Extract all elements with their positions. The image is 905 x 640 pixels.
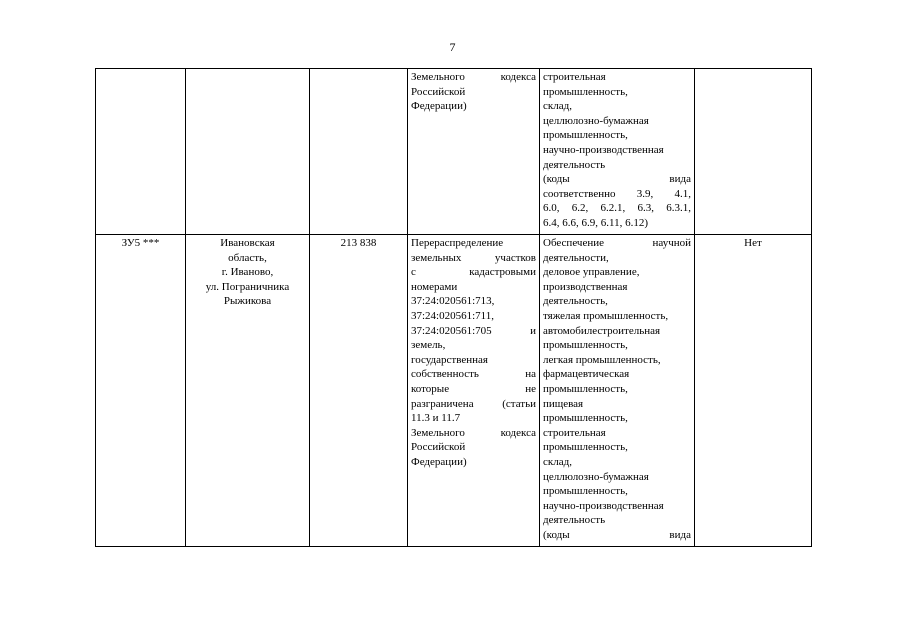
cell-text-line: г. Иваново,	[221, 266, 274, 279]
cell-text-line: Федерации)	[411, 455, 467, 468]
cell-text-line: целлюлозно-бумажная	[543, 114, 649, 127]
cell-text-line: соответственно 3.9, 4.1,	[543, 187, 691, 200]
cell-text-line: тяжелая промышленность,	[543, 309, 669, 322]
plot-id-cell	[96, 69, 186, 235]
cell-text-line: промышленность,	[543, 412, 628, 425]
cell-text-line: 37:24:020561:711,	[411, 309, 495, 322]
cell-text-line: промышленность,	[543, 382, 628, 395]
cell-text-line: легкая промышленность,	[543, 353, 661, 366]
cell-text-line: промышленность,	[543, 85, 628, 98]
cell-text-line: склад,	[543, 100, 572, 113]
cell-text-line: с кадастровыми	[411, 266, 536, 279]
cell-text-line: деятельность	[543, 158, 606, 171]
land-plots-table	[95, 68, 812, 547]
cell-text-line: промышленность,	[543, 339, 628, 352]
cell-text-line: 6.0, 6.2, 6.2.1, 6.3, 6.3.1,	[543, 202, 691, 215]
cell-text-line: разграничена (статьи	[411, 397, 536, 410]
cell-text-line: целлюлозно-бумажная	[543, 470, 649, 483]
cell-text-line: строительная	[543, 71, 606, 83]
cell-text-line: деловое управление,	[543, 266, 640, 279]
note-cell: Нет	[695, 235, 812, 547]
cell-text-line: производственная	[543, 280, 628, 293]
cell-text-line: научно-производственная	[543, 143, 664, 156]
cell-text-line: строительная	[543, 426, 606, 439]
permitted-use-cell	[540, 235, 695, 547]
cell-text-line: промышленность,	[543, 441, 628, 454]
permitted-use-cell	[540, 69, 695, 235]
cell-text-line: (коды вида	[543, 528, 691, 541]
cell-text-line: деятельности,	[543, 251, 609, 264]
cell-text-line: деятельность	[543, 514, 606, 527]
cell-text-line: промышленность,	[543, 129, 628, 142]
table-row	[96, 235, 812, 547]
cell-text-line: 6.4, 6.6, 6.9, 6.11, 6.12)	[543, 216, 649, 229]
cell-text-line: фармацевтическая	[543, 368, 630, 381]
cell-text-line: (коды вида	[543, 173, 691, 186]
formation-method-cell	[408, 69, 540, 235]
page-number: 7	[449, 40, 456, 54]
cell-text-line: Перераспределение	[411, 237, 504, 249]
plot-area-cell: 213 838	[310, 235, 408, 547]
cell-text-line: Обеспечение научной	[543, 237, 691, 249]
cell-text-line: Российской	[411, 441, 466, 454]
plot-location-cell	[186, 235, 310, 547]
formation-method-cell	[408, 235, 540, 547]
cell-text-line: научно-производственная	[543, 499, 664, 512]
cell-text-line: промышленность,	[543, 485, 628, 498]
cell-text-line: Земельного кодекса	[411, 426, 536, 439]
cell-text-line: Ивановская	[220, 237, 275, 249]
plot-location-cell	[186, 69, 310, 235]
cell-text-line: 37:24:020561:713,	[411, 295, 495, 308]
cell-text-line: деятельность,	[543, 295, 608, 308]
cell-text-line: земельных участков	[411, 251, 536, 264]
cell-text-line: земель,	[411, 339, 446, 352]
cell-text-line: 11.3 и 11.7	[411, 412, 461, 425]
cell-text-line: Земельного кодекса	[411, 71, 536, 83]
cell-text-line: 37:24:020561:705 и	[411, 324, 536, 337]
plot-area-cell	[310, 69, 408, 235]
cell-text-line: Федерации)	[411, 100, 467, 113]
table-row	[96, 69, 812, 235]
cell-text-line: склад,	[543, 455, 572, 468]
cell-text-line: собственность на	[411, 368, 536, 381]
cell-text-line: номерами	[411, 280, 458, 293]
cell-text-line: автомобилестроительная	[543, 324, 661, 337]
cell-text-line: ул. Пограничника	[205, 280, 290, 293]
cell-text-line: Рыжикова	[223, 295, 272, 308]
cell-text-line: которые не	[411, 382, 536, 395]
cell-text-line: пищевая	[543, 397, 584, 410]
cell-text-line: область,	[228, 251, 267, 264]
cell-text-line: Российской	[411, 85, 466, 98]
plot-id-cell: ЗУ5 ***	[96, 235, 186, 547]
cell-text-line: государственная	[411, 353, 488, 366]
note-cell	[695, 69, 812, 235]
